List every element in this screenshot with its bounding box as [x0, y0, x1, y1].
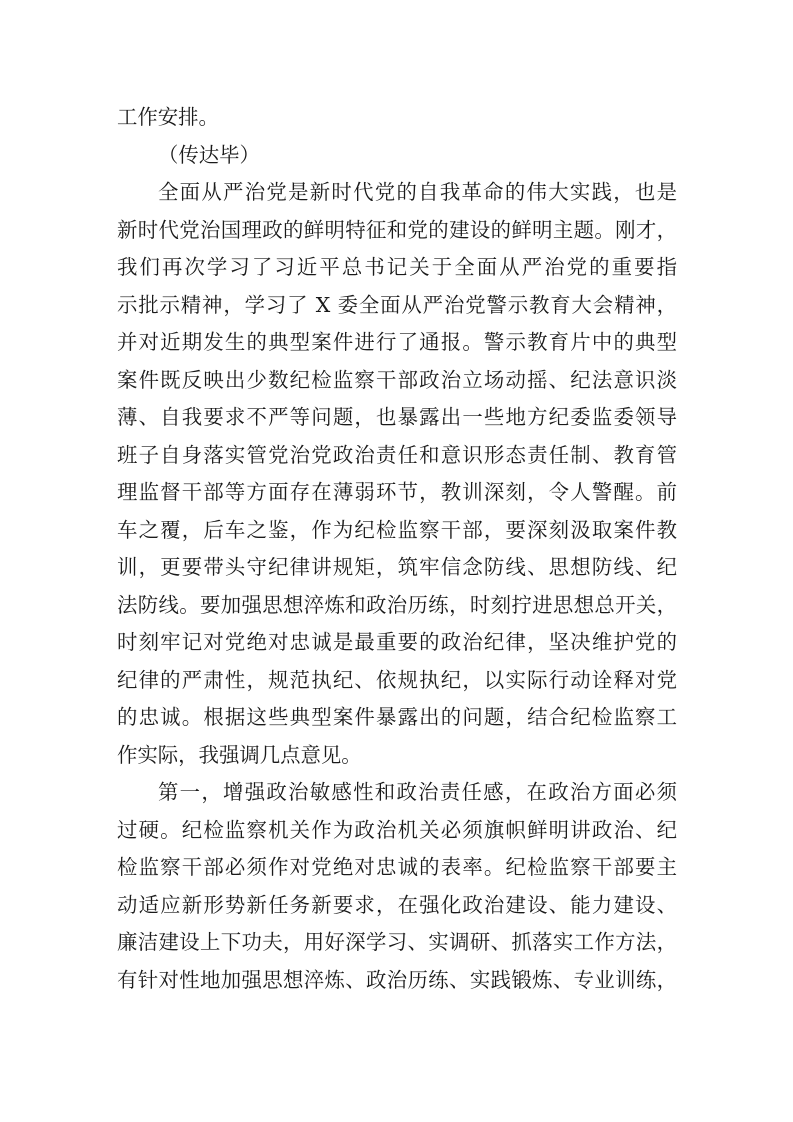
text-line: 法防线。要加强思想淬炼和政治历练，时刻拧进思想总开关， [117, 592, 677, 617]
text-line: （传达毕） [158, 142, 260, 167]
text-line: 我们再次学习了习近平总书记关于全面从严治党的重要指 [117, 255, 677, 279]
paragraph [117, 99, 677, 137]
text-line: 第一，增强政治敏感性和政治责任感，在政治方面必须 [158, 780, 677, 804]
text-line: 示批示精神，学习了 X 委全面从严治党警示教育大会精神， [117, 292, 677, 317]
document-text [117, 99, 677, 999]
text-line: 并对近期发生的典型案件进行了通报。警示教育片中的典型 [117, 330, 677, 354]
text-line: 作实际，我强调几点意见。 [117, 742, 362, 767]
text-line: 廉洁建设上下功夫，用好深学习、实调研、抓落实工作方法， [117, 930, 677, 954]
text-line: 工作安排。 [117, 105, 219, 129]
text-line: 检监察干部必须作对党绝对忠诚的表率。纪检监察干部要主 [117, 855, 677, 879]
text-line: 的忠诚。根据这些典型案件暴露出的问题，结合纪检监察工 [117, 705, 677, 729]
paragraph [117, 174, 677, 774]
paragraph [117, 137, 677, 175]
text-line: 过硬。纪检监察机关作为政治机关必须旗帜鲜明讲政治、纪 [117, 817, 677, 842]
text-line: 动适应新形势新任务新要求，在强化政治建设、能力建设、 [117, 892, 677, 917]
text-line: 案件既反映出少数纪检监察干部政治立场动摇、纪法意识淡 [117, 367, 677, 392]
text-line: 训，更要带头守纪律讲规矩，筑牢信念防线、思想防线、纪 [117, 555, 677, 579]
text-line: 班子自身落实管党治党政治责任和意识形态责任制、教育管 [117, 442, 677, 467]
text-line: 新时代党治国理政的鲜明特征和党的建设的鲜明主题。刚才， [117, 217, 677, 242]
text-line: 有针对性地加强思想淬炼、政治历练、实践锻炼、专业训练， [117, 967, 677, 992]
text-line: 纪律的严肃性，规范执纪、依规执纪，以实际行动诠释对党 [117, 667, 677, 692]
text-line: 车之覆，后车之鉴，作为纪检监察干部，要深刻汲取案件教 [117, 517, 677, 542]
text-line: 全面从严治党是新时代党的自我革命的伟大实践，也是 [158, 180, 677, 204]
text-line: 时刻牢记对党绝对忠诚是最重要的政治纪律，坚决维护党的 [117, 630, 677, 654]
text-line: 理监督干部等方面存在薄弱环节，教训深刻，令人警醒。前 [117, 480, 677, 504]
paragraph [117, 774, 677, 999]
text-line: 薄、自我要求不严等问题，也暴露出一些地方纪委监委领导 [117, 405, 677, 429]
